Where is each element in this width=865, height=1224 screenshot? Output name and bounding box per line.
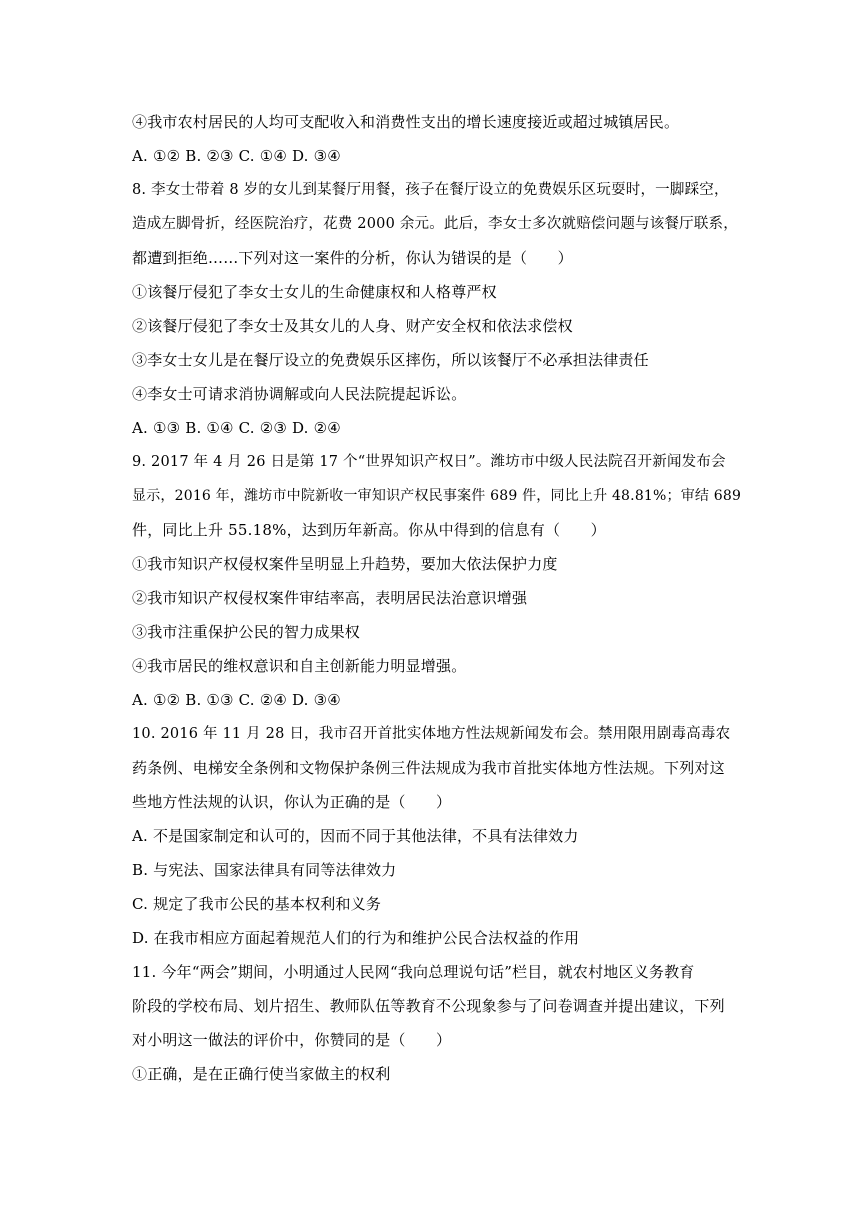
q9-stem-line-1: 9. 2017 年 4 月 26 日是第 17 个“世界知识产权日”。潍坊市中级人民法院召开新闻发布会: [132, 454, 726, 470]
q8-option-2: ②该餐厅侵犯了李女士及其女儿的人身、财产安全权和依法求偿权: [132, 317, 573, 335]
q9-option-2: ②我市知识产权侵权案件审结率高，表明居民法治意识增强: [132, 589, 528, 607]
q10-stem-line-1: 10. 2016 年 11 月 28 日，我市召开首批实体地方性法规新闻发布会。禁用限用剧毒高毒农: [132, 726, 731, 742]
q9-stem-line-3: 件，同比上升 55.18%，达到历年新高。你从中得到的信息有（ ）: [132, 521, 606, 539]
q11-option-1: ①正确，是在正确行使当家做主的权利: [132, 1065, 391, 1083]
q8-option-3: ③李女士女儿是在餐厅设立的免费娱乐区摔伤，所以该餐厅不必承担法律责任: [132, 351, 649, 369]
q9-option-1: ①我市知识产权侵权案件呈明显上升趋势，要加大依法保护力度: [132, 555, 558, 573]
q8-stem-line-2: 造成左脚骨折，经医院治疗，花费 2000 余元。此后，李女士多次就赔偿问题与该餐厅联系，: [132, 216, 738, 232]
q10-stem-line-2: 药条例、电梯安全条例和文物保护条例三件法规成为我市首批实体地方性法规。下列对这: [132, 759, 725, 777]
q11-stem-line-1: 11. 今年“两会”期间，小明通过人民网“我向总理说句话”栏目，就农村地区义务教育: [132, 963, 695, 981]
q9-option-4: ④我市居民的维权意识和自主创新能力明显增强。: [132, 657, 467, 675]
q10-option-c: C. 规定了我市公民的基本权利和义务: [132, 895, 382, 913]
q10-option-b: B. 与宪法、国家法律具有同等法律效力: [132, 861, 397, 879]
q10-stem-line-3: 些地方性法规的认识，你认为正确的是（ ）: [132, 793, 452, 811]
q10-option-a: A. 不是国家制定和认可的，因而不同于其他法律，不具有法律效力: [132, 827, 579, 845]
q7-option-4: ④我市农村居民的人均可支配收入和消费性支出的增长速度接近或超过城镇居民。: [132, 113, 680, 131]
q8-stem-line-3: 都遭到拒绝……下列对这一案件的分析，你认为错误的是（ ）: [132, 249, 573, 267]
q11-stem-line-2: 阶段的学校布局、划片招生、教师队伍等教育不公现象参与了问卷调查并提出建议，下列: [132, 997, 725, 1015]
q7-answer-choices: A. ①② B. ②③ C. ①④ D. ③④: [132, 147, 341, 165]
q11-stem-line-3: 对小明这一做法的评价中，你赞同的是（ ）: [132, 1031, 452, 1049]
q8-option-4: ④李女士可请求消协调解或向人民法院提起诉讼。: [132, 385, 467, 403]
q10-option-d: D. 在我市相应方面起着规范人们的行为和维护公民合法权益的作用: [132, 929, 580, 947]
q8-answer-choices: A. ①③ B. ①④ C. ②③ D. ②④: [132, 419, 341, 437]
q9-stem-line-2: 显示，2016 年，潍坊市中院新收一审知识产权民事案件 689 件，同比上升 48.81%；审结 689: [132, 488, 742, 504]
q8-stem-line-1: 8. 李女士带着 8 岁的女儿到某餐厅用餐，孩子在餐厅设立的免费娱乐区玩耍时，一脚踩空，: [132, 182, 729, 198]
q9-option-3: ③我市注重保护公民的智力成果权: [132, 623, 361, 641]
q9-answer-choices: A. ①② B. ①③ C. ②④ D. ③④: [132, 691, 341, 709]
q8-option-1: ①该餐厅侵犯了李女士女儿的生命健康权和人格尊严权: [132, 283, 497, 301]
